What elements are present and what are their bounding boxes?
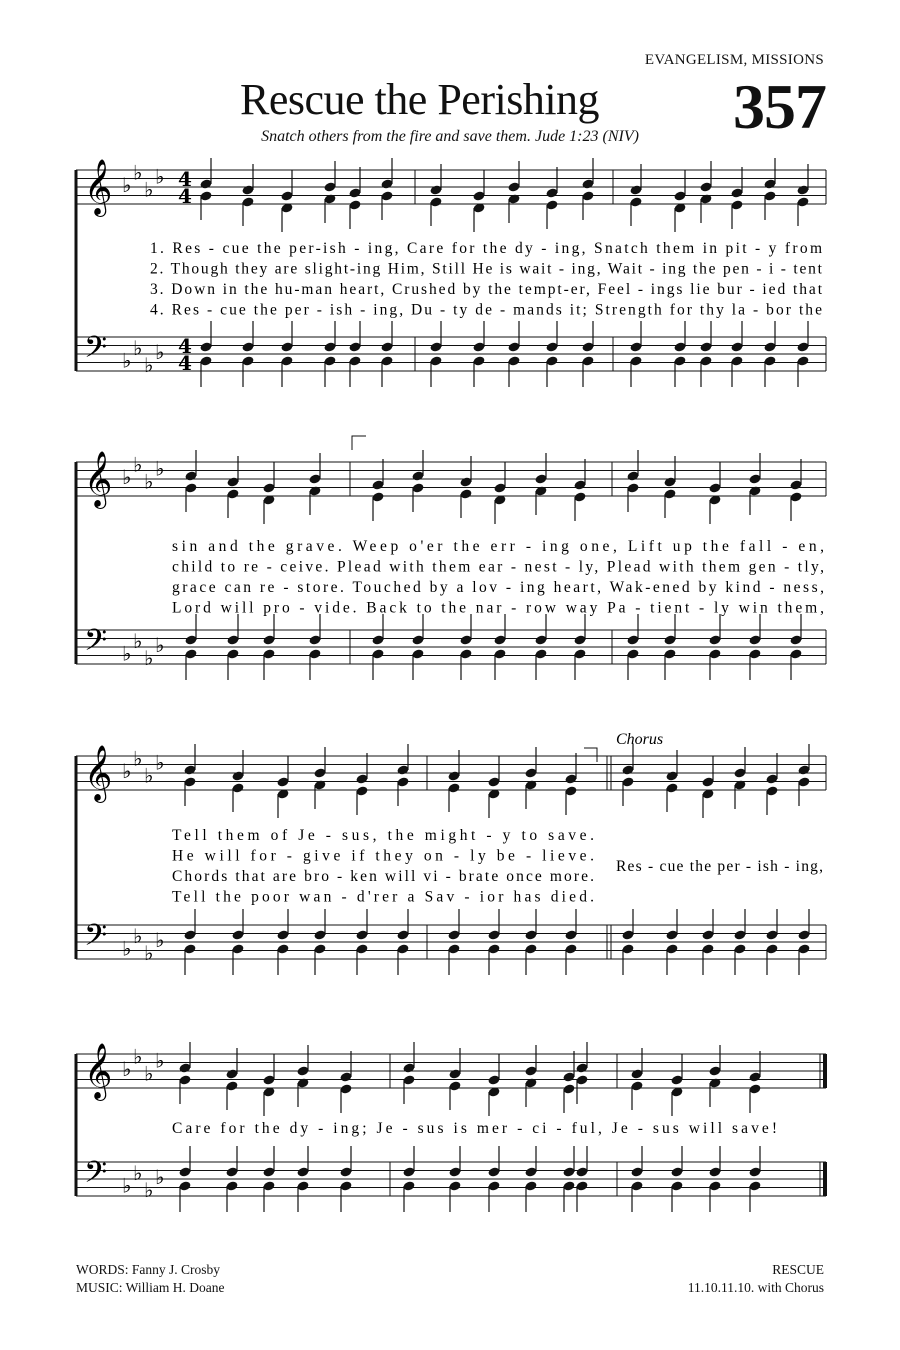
bracket-mark	[584, 748, 597, 762]
lyric-line: Tell the poor wan - d'rer a Sav - ior has died.	[172, 888, 594, 906]
time-signature: 4	[178, 334, 192, 358]
time-signature: 4	[178, 167, 192, 191]
flat-icon: ♭	[133, 923, 143, 948]
time-signature: 4	[178, 184, 192, 208]
flat-icon: ♭	[122, 759, 132, 783]
lyric-line: 1. Res - cue the per-ish - ing, Care for the dy - ing, Snatch them in pit - y from	[150, 240, 822, 257]
chorus-lyric-line: Res - cue the per - ish - ing,	[616, 858, 823, 875]
flat-icon: ♭	[133, 1160, 143, 1185]
music-credit: MUSIC: William H. Doane	[76, 1280, 225, 1295]
flat-icon: ♭	[122, 641, 132, 666]
lyric-line: grace can re - store. Touched by a lov - ing heart, Wak-ened by kind - ness,	[172, 579, 824, 596]
lyric-line: Chords that are bro - ken will vi - brate once more.	[172, 868, 594, 885]
flat-icon: ♭	[133, 746, 143, 771]
scripture-reference: Snatch others from the fire and save them. Jude 1:23 (NIV)	[261, 128, 639, 145]
flat-icon: ♭	[133, 160, 143, 185]
system-2	[76, 436, 826, 680]
system-1	[76, 158, 826, 387]
flat-icon: ♭	[155, 164, 165, 189]
flat-icon: ♭	[144, 1177, 154, 1202]
time-signature: 4	[178, 351, 192, 375]
flat-icon: ♭	[144, 940, 154, 965]
lyric-line: child to re - ceive. Plead with them ear - nest - ly, Plead with them gen - tly,	[172, 558, 825, 576]
flat-icon: ♭	[155, 1048, 165, 1073]
lyric-line: Lord will pro - vide. Back to the nar - row way Pa - tient - ly win them,	[172, 599, 824, 617]
flat-icon: ♭	[122, 465, 132, 489]
flat-icon: ♭	[122, 936, 132, 961]
bass-clef-icon: 𝄢	[84, 919, 108, 960]
words-credit: WORDS: Fanny J. Crosby	[76, 1262, 221, 1277]
treble-clef-icon: 𝄞	[84, 1043, 113, 1099]
bass-clef-icon: 𝄢	[84, 624, 108, 665]
meter: 11.10.11.10. with Chorus	[687, 1280, 824, 1295]
flat-icon: ♭	[133, 452, 143, 477]
lyric-line: 3. Down in the hu-man heart, Crushed by the tempt-er, Feel - ings lie bur - ied that	[150, 281, 823, 298]
final-barline	[823, 1054, 827, 1088]
treble-clef-icon: 𝄞	[84, 451, 113, 507]
flat-icon: ♭	[144, 352, 154, 377]
lyric-line: He will for - give if they on - ly be - lieve.	[172, 847, 594, 865]
flat-icon: ♭	[133, 1044, 143, 1069]
flat-icon: ♭	[144, 177, 154, 202]
flat-icon: ♭	[144, 763, 154, 788]
bracket-mark	[352, 436, 366, 450]
flat-icon: ♭	[122, 348, 132, 373]
lyric-line: Tell them of Je - sus, the might - y to save.	[172, 827, 594, 844]
tune-name: RESCUE	[772, 1262, 824, 1277]
flat-icon: ♭	[122, 173, 132, 197]
lyric-line: Care for the dy - ing; Je - sus is mer - ci - ful, Je - sus will save!	[172, 1120, 777, 1137]
hymn-number: 357	[733, 71, 826, 142]
chorus-label: Chorus	[616, 731, 664, 748]
system-3	[76, 731, 826, 975]
hymn-title: Rescue the Perishing	[240, 75, 600, 124]
flat-icon: ♭	[155, 340, 165, 364]
lyric-line: sin and the grave. Weep o'er the err - ing one, Lift up the fall - en,	[172, 538, 824, 555]
flat-icon: ♭	[122, 1173, 132, 1198]
treble-clef-icon: 𝄞	[84, 745, 113, 801]
flat-icon: ♭	[155, 928, 165, 952]
lyric-line: 2. Though they are slight-ing Him, Still He is wait - ing, Wait - ing the pen - i - tent	[150, 260, 822, 278]
flat-icon: ♭	[133, 335, 143, 360]
flat-icon: ♭	[144, 645, 154, 670]
bass-clef-icon: 𝄢	[84, 331, 108, 372]
bass-clef-icon: 𝄢	[84, 1156, 108, 1197]
flat-icon: ♭	[122, 1057, 132, 1081]
flat-icon: ♭	[155, 750, 165, 775]
system-4	[76, 1042, 827, 1212]
lyric-line: 4. Res - cue the per - ish - ing, Du - ty de - mands it; Strength for thy la - bor the	[150, 301, 822, 319]
flat-icon: ♭	[133, 628, 143, 653]
flat-icon: ♭	[155, 633, 165, 657]
flat-icon: ♭	[155, 456, 165, 481]
final-barline	[823, 1162, 827, 1196]
flat-icon: ♭	[144, 469, 154, 494]
hymn-category: EVANGELISM, MISSIONS	[644, 52, 824, 68]
treble-clef-icon: 𝄞	[84, 159, 113, 215]
flat-icon: ♭	[155, 1165, 165, 1189]
flat-icon: ♭	[144, 1061, 154, 1086]
